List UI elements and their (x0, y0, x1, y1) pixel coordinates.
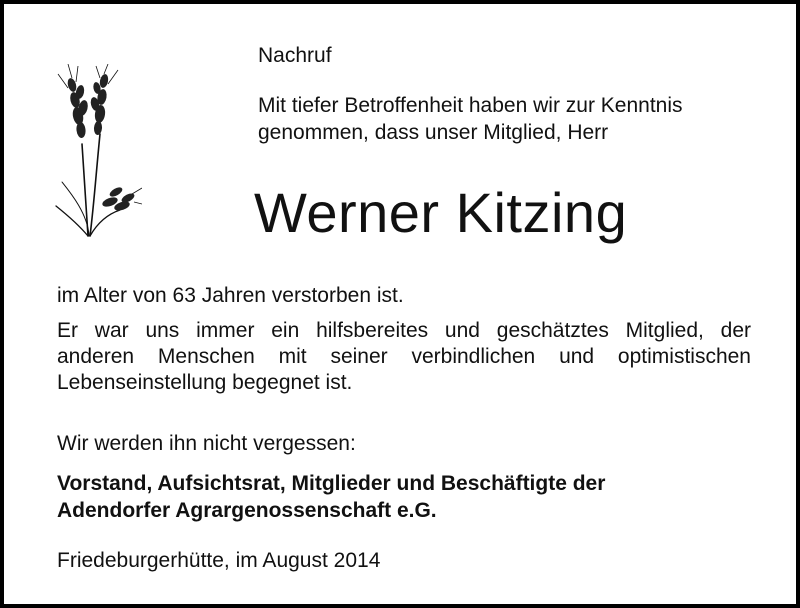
deceased-name: Werner Kitzing (254, 181, 628, 244)
tribute-line: Lebenseinstellung begegnet ist. (57, 371, 353, 394)
tribute-text (57, 318, 751, 396)
tribute-line: anderen Menschen mit seiner verbindlichen und optimistischen (57, 345, 751, 368)
intro-text (258, 92, 683, 146)
intro-line: genommen, dass unser Mitglied, Herr (258, 121, 609, 144)
signers-line: Adendorfer Agrargenossenschaft e.G. (57, 499, 437, 522)
notice-heading: Nachruf (258, 44, 332, 67)
place-date: Friedeburgerhütte, im August 2014 (57, 549, 381, 572)
wheat-ears-icon (48, 64, 142, 244)
closing-line: Wir werden ihn nicht vergessen: (57, 432, 356, 455)
signers (57, 470, 605, 524)
tribute-line: Er war uns immer ein hilfsbereites und geschätztes Mitglied, der (57, 319, 751, 342)
age-line: im Alter von 63 Jahren verstorben ist. (57, 284, 404, 307)
intro-line: Mit tiefer Betroffenheit haben wir zur Kenntnis (258, 94, 683, 117)
signers-line: Vorstand, Aufsichtsrat, Mitglieder und Beschäftigte der (57, 472, 606, 495)
